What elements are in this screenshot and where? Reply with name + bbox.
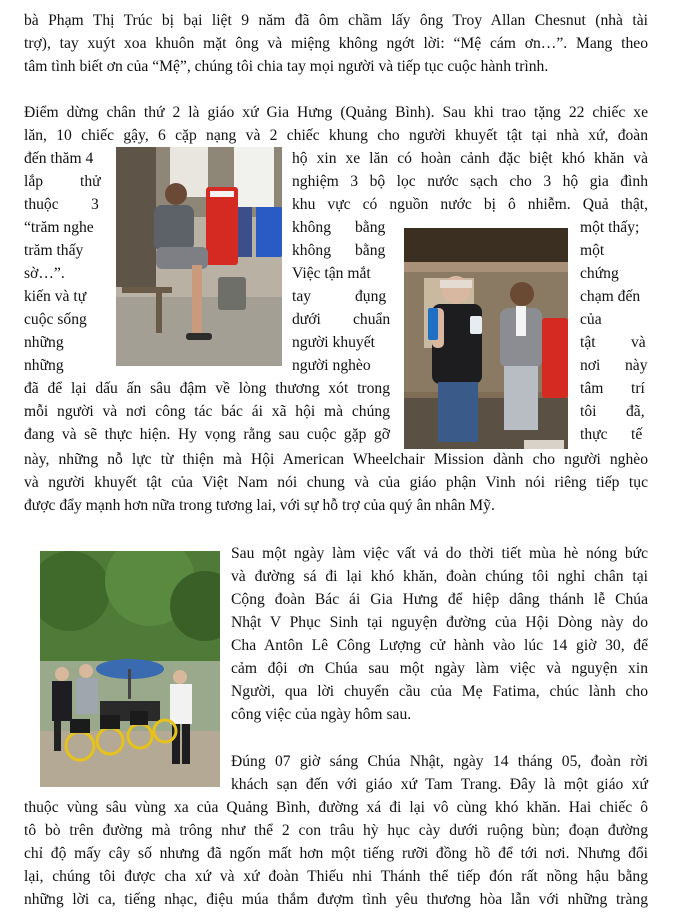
body-word: dưới bbox=[292, 311, 321, 328]
body-line: chỉ độ mấy cây số nhưng đã ngốn mất hơn một tiếng rưỡi đồng hồ để tới nơi. Nhưng đổi bbox=[24, 845, 648, 862]
body-word: và bbox=[631, 334, 646, 351]
body-word: đụng bbox=[355, 288, 387, 305]
body-line: Sau một ngày làm việc vất vả do thời tiết mùa hè nóng bức bbox=[231, 545, 648, 562]
body-word: một bbox=[580, 242, 605, 259]
body-word: một thấy; bbox=[580, 219, 640, 236]
body-word: nơi bbox=[580, 357, 601, 374]
body-word: chứng bbox=[580, 265, 619, 282]
body-line: Nhật V Phục Sinh tại nguyện đường của Hội Dòng này do bbox=[231, 614, 648, 631]
body-word: cuộc sống bbox=[24, 311, 87, 328]
body-line: Cộng đoàn Bác ái Gia Hưng để hiệp dâng thánh lễ Chúa bbox=[231, 591, 648, 608]
body-line: trợ), tay xuýt xoa khuôn mặt ông và miệng không ngớt lời: “Mệ cám ơn…”. Mang theo bbox=[24, 35, 648, 52]
wheelchairs-photo-image bbox=[40, 551, 220, 787]
body-word: tôi bbox=[580, 403, 597, 420]
body-word: Việc tận mắt bbox=[292, 265, 371, 282]
body-line: mỗi người và nơi công tác bác ái xã hội mà chúng bbox=[24, 403, 390, 420]
body-line: được đẩy mạnh hơn nữa trong tương lai, với sự hỗ trợ của quý ân nhân Mỹ. bbox=[24, 497, 495, 514]
body-word: của bbox=[580, 311, 602, 328]
body-line: bà Phạm Thị Trúc bị bại liệt 9 năm đã ôm chầm lấy ông Troy Allan Chesnut (nhà tài bbox=[24, 12, 648, 29]
body-line: tâm tình biết ơn của “Mệ”, chúng tôi chia tay mọi người và tiếp tục cuộc hành trình. bbox=[24, 58, 549, 75]
body-line: Điểm dừng chân thứ 2 là giáo xứ Gia Hưng (Quảng Bình). Sau khi trao tặng 22 chiếc xe bbox=[24, 104, 648, 121]
body-word: người khuyết bbox=[292, 334, 375, 351]
body-word: đến thăm 4 bbox=[24, 150, 94, 167]
body-word: bằng bbox=[355, 242, 386, 259]
photo-water-filter-2 bbox=[404, 228, 568, 449]
water-filter-photo-image bbox=[116, 147, 282, 366]
body-word: không bbox=[292, 219, 331, 236]
photo-water-filter-1 bbox=[116, 147, 282, 366]
body-line: và người khuyết tật của Việt Nam nói chung và của giáo phận Vinh nói riêng tiếp tục bbox=[24, 474, 648, 491]
body-word: người nghèo bbox=[292, 357, 371, 374]
body-word: tật bbox=[580, 334, 596, 351]
body-word: lắp bbox=[24, 173, 44, 190]
body-word: bằng bbox=[355, 219, 386, 236]
body-line: nghiệm 3 bộ lọc nước sạch cho 3 hộ gia đình bbox=[292, 173, 648, 190]
body-word: “trăm nghe bbox=[24, 219, 94, 236]
body-line: Cha Antôn Lê Công Lượng cử hành vào lúc 14 giờ 30, để bbox=[231, 637, 648, 654]
donors-photo-image bbox=[404, 228, 568, 449]
body-word: chạm đến bbox=[580, 288, 641, 305]
body-line: Đúng 07 giờ sáng Chúa Nhật, ngày 14 tháng 05, đoàn rời bbox=[231, 753, 648, 770]
body-line: lại, chúng tôi được cha xứ và xứ đoàn Thiếu nhi Thánh thể tiếp đón rất nồng hậu bằng bbox=[24, 868, 648, 885]
body-line: công việc của ngày hôm sau. bbox=[231, 706, 412, 723]
body-line: khu vực có nguồn nước bị ô nhiễm. Quả thật, bbox=[292, 196, 648, 213]
body-line: đã để lại dấu ấn sâu đậm về lòng thương xót trong bbox=[24, 380, 390, 397]
body-word: trí bbox=[631, 380, 645, 397]
body-word: thử bbox=[80, 173, 101, 190]
body-word: tế bbox=[631, 426, 643, 443]
body-word: tay bbox=[292, 288, 312, 305]
photo-wheelchairs bbox=[40, 551, 220, 787]
body-line: thuộc vùng sâu vùng xa của Quảng Bình, đường xá đi lại vô cùng khó khăn. Hai chiếc ô bbox=[24, 799, 648, 816]
body-word: không bbox=[292, 242, 331, 259]
body-line: đang và sẽ thực hiện. Hy vọng rằng sau cuộc gặp gỡ bbox=[24, 426, 390, 443]
body-line: hộ xin xe lăn có hoàn cảnh đặc biệt khó khăn và bbox=[292, 150, 648, 167]
body-line: những lời ca, tiếng nhạc, điệu múa thắm đượm tình yêu thương hòa lẫn với những tràng bbox=[24, 891, 648, 908]
body-line: tô bò trên đường mà trông như thể 2 con trâu hỳ hục cày dưới ruộng bùn; đoạn đường bbox=[24, 822, 648, 839]
body-line: Người, qua lời chuyển cầu của Mẹ Fatima, chúc lành cho bbox=[231, 683, 648, 700]
body-line: cảm đội ơn Chúa sau một ngày làm việc và nguyện xin bbox=[231, 660, 648, 677]
body-word: kiến và tự bbox=[24, 288, 87, 305]
body-word: thực bbox=[580, 426, 608, 443]
body-word: tâm bbox=[580, 380, 604, 397]
body-word: 3 bbox=[91, 196, 99, 213]
body-word: sờ…”. bbox=[24, 265, 65, 282]
body-line: này, những nỗ lực từ thiện mà Hội American Wheelchair Mission dành cho người nghèo bbox=[24, 451, 648, 468]
body-word: thuộc bbox=[24, 196, 59, 213]
body-word: trăm thấy bbox=[24, 242, 84, 259]
body-line: khách sạn đến với giáo xứ Tam Trang. Đây là một giáo xứ bbox=[231, 776, 648, 793]
body-word: này bbox=[625, 357, 648, 374]
body-word: chuẩn bbox=[353, 311, 391, 328]
body-line: lăn, 10 chiếc gậy, 6 cặp nạng và 2 chiếc khung cho người khuyết tật tại nhà xứ, đoàn bbox=[24, 127, 648, 144]
body-word: những bbox=[24, 357, 64, 374]
body-word: đã, bbox=[626, 403, 645, 420]
body-line: và đường sá đi lại khó khăn, đoàn chúng tôi nghỉ chân tại bbox=[231, 568, 648, 585]
body-word: những bbox=[24, 334, 64, 351]
